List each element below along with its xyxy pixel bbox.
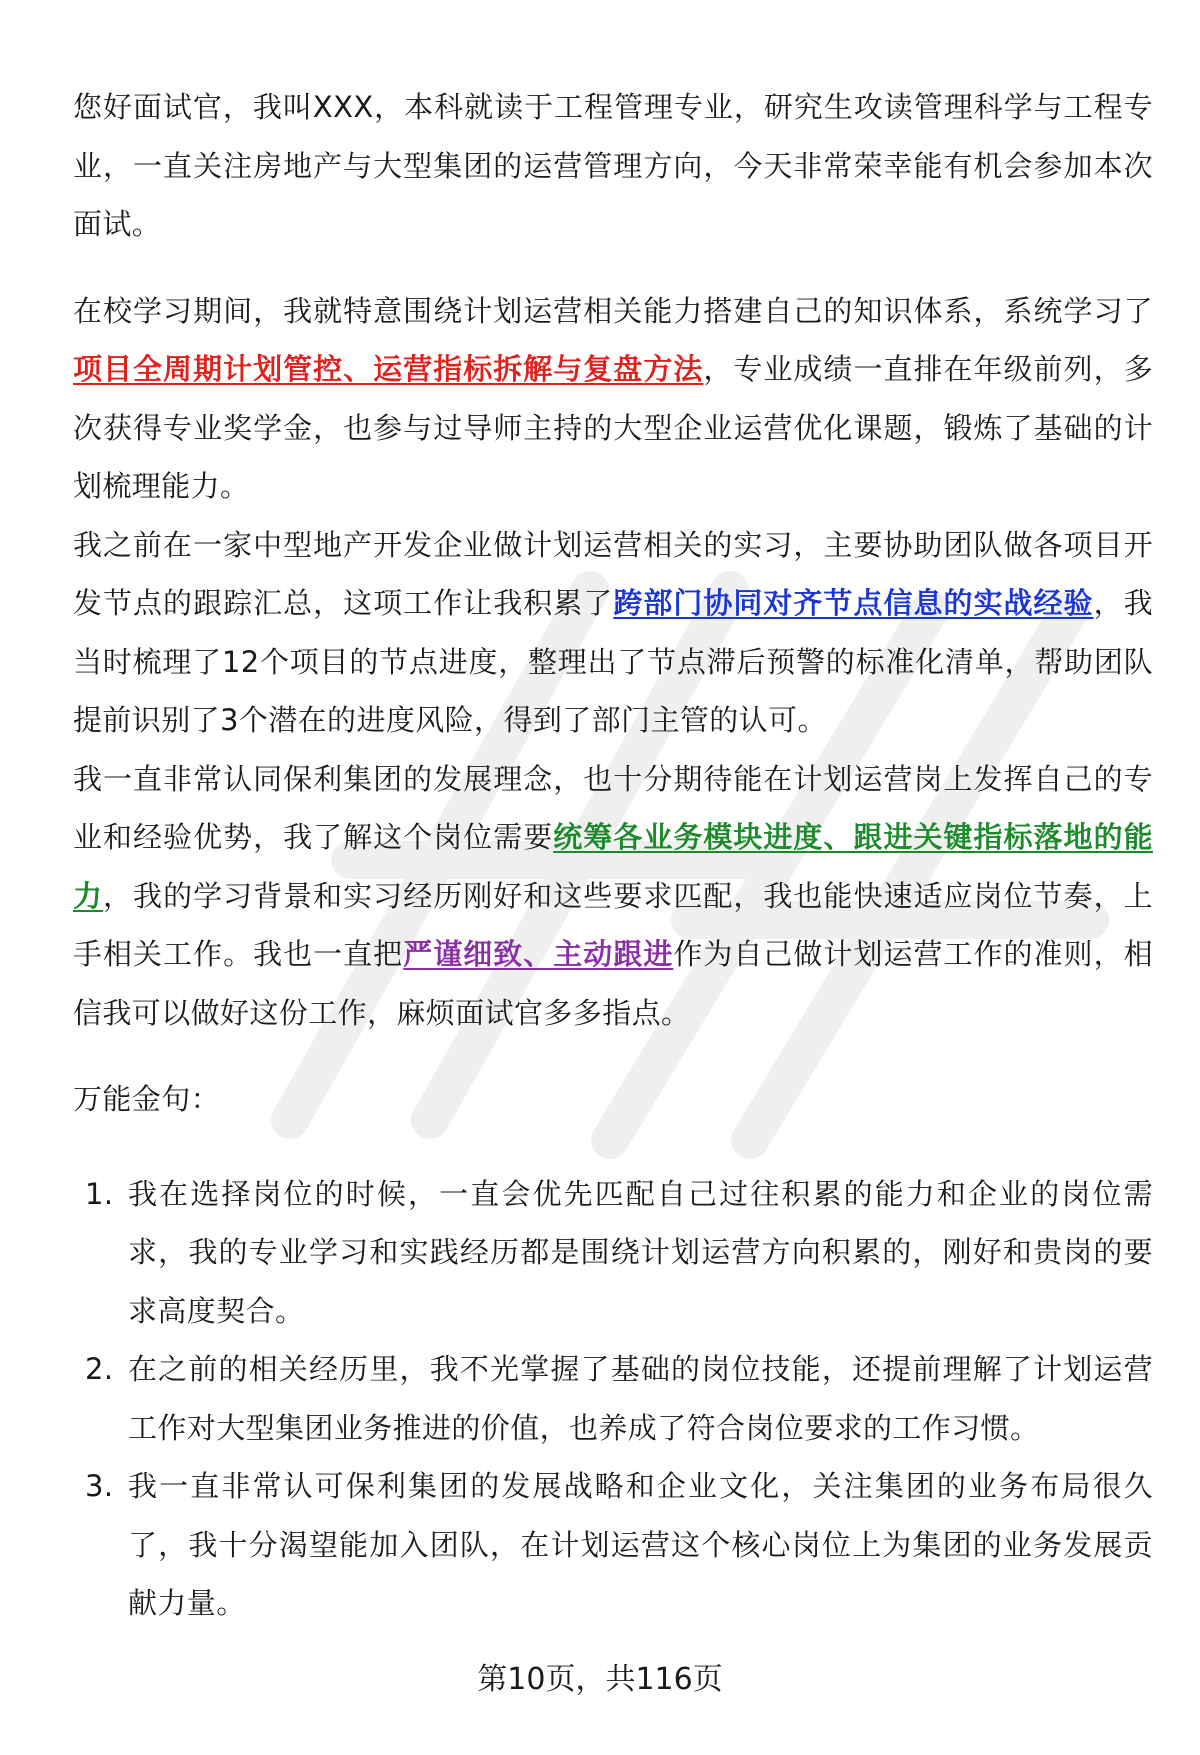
golden-title: 万能金句：: [73, 1082, 221, 1116]
golden-list: [73, 1165, 1153, 1633]
internship-text-before: 我之前在一家中型地产开发企业做计划运营相关的实习，主要协助团队做各项目开发节点的跟踪汇总，这项工作让我积累了: [73, 527, 1153, 620]
highlight-purple: 严谨细致、主动跟进: [403, 937, 674, 971]
motivation-text-middle: ，我的学习背景和实习经历刚好和这些要求匹配，我也能快速适应岗位节奏，上手相关工作。我也一直把: [73, 878, 1153, 971]
page-number-footer: 第10页，共116页: [477, 1662, 723, 1697]
list-item: [73, 1457, 1153, 1633]
motivation-paragraph: [73, 750, 1153, 1043]
highlight-blue: 跨部门协同对齐节点信息的实战经验: [613, 586, 1094, 620]
internship-paragraph: [73, 516, 1153, 750]
list-number: 1.: [85, 1176, 114, 1211]
list-text: 我在选择岗位的时候，一直会优先匹配自己过往积累的能力和企业的岗位需求，我的专业学习和实践经历都是围绕计划运营方向积累的，刚好和贵岗的要求高度契合。: [128, 1176, 1153, 1328]
list-item: [73, 1340, 1153, 1457]
list-item: [73, 1165, 1153, 1341]
list-text: 在之前的相关经历里，我不光掌握了基础的岗位技能，还提前理解了计划运营工作对大型集团业务推进的价值，也养成了符合岗位要求的工作习惯。: [128, 1352, 1153, 1445]
study-text-before: 在校学习期间，我就特意围绕计划运营相关能力搭建自己的知识体系，系统学习了: [73, 293, 1153, 328]
internship-text-after: ，我当时梳理了12个项目的节点进度，整理出了节点滞后预警的标准化清单，帮助团队提前识别了3个潜在的进度风险，得到了部门主管的认可。: [73, 586, 1153, 737]
study-text-after: ，专业成绩一直排在年级前列，多次获得专业奖学金，也参与过导师主持的大型企业运营优化课题，锻炼了基础的计划梳理能力。: [73, 352, 1153, 503]
study-paragraph: [73, 282, 1153, 516]
document-body: [73, 78, 1153, 1633]
list-text: 我一直非常认可保利集团的发展战略和企业文化，关注集团的业务布局很久了，我十分渴望能加入团队，在计划运营这个核心岗位上为集团的业务发展贡献力量。: [128, 1469, 1153, 1620]
intro-paragraph: 您好面试官，我叫XXX，本科就读于工程管理专业，研究生攻读管理科学与工程专业，一直关注房地产与大型集团的运营管理方向，今天非常荣幸能有机会参加本次面试。: [73, 90, 1153, 241]
list-number: 3.: [85, 1469, 114, 1503]
highlight-green: 统筹各业务模块进度、跟进关键指标落地的能力: [73, 820, 1153, 913]
highlight-red: 项目全周期计划管控、运营指标拆解与复盘方法: [73, 352, 704, 386]
list-number: 2.: [85, 1352, 114, 1386]
motivation-text-before: 我一直非常认同保利集团的发展理念，也十分期待能在计划运营岗上发挥自己的专业和经验优势，我了解这个岗位需要: [73, 761, 1153, 854]
motivation-text-after: 作为自己做计划运营工作的准则，相信我可以做好这份工作，麻烦面试官多多指点。: [73, 937, 1153, 1030]
